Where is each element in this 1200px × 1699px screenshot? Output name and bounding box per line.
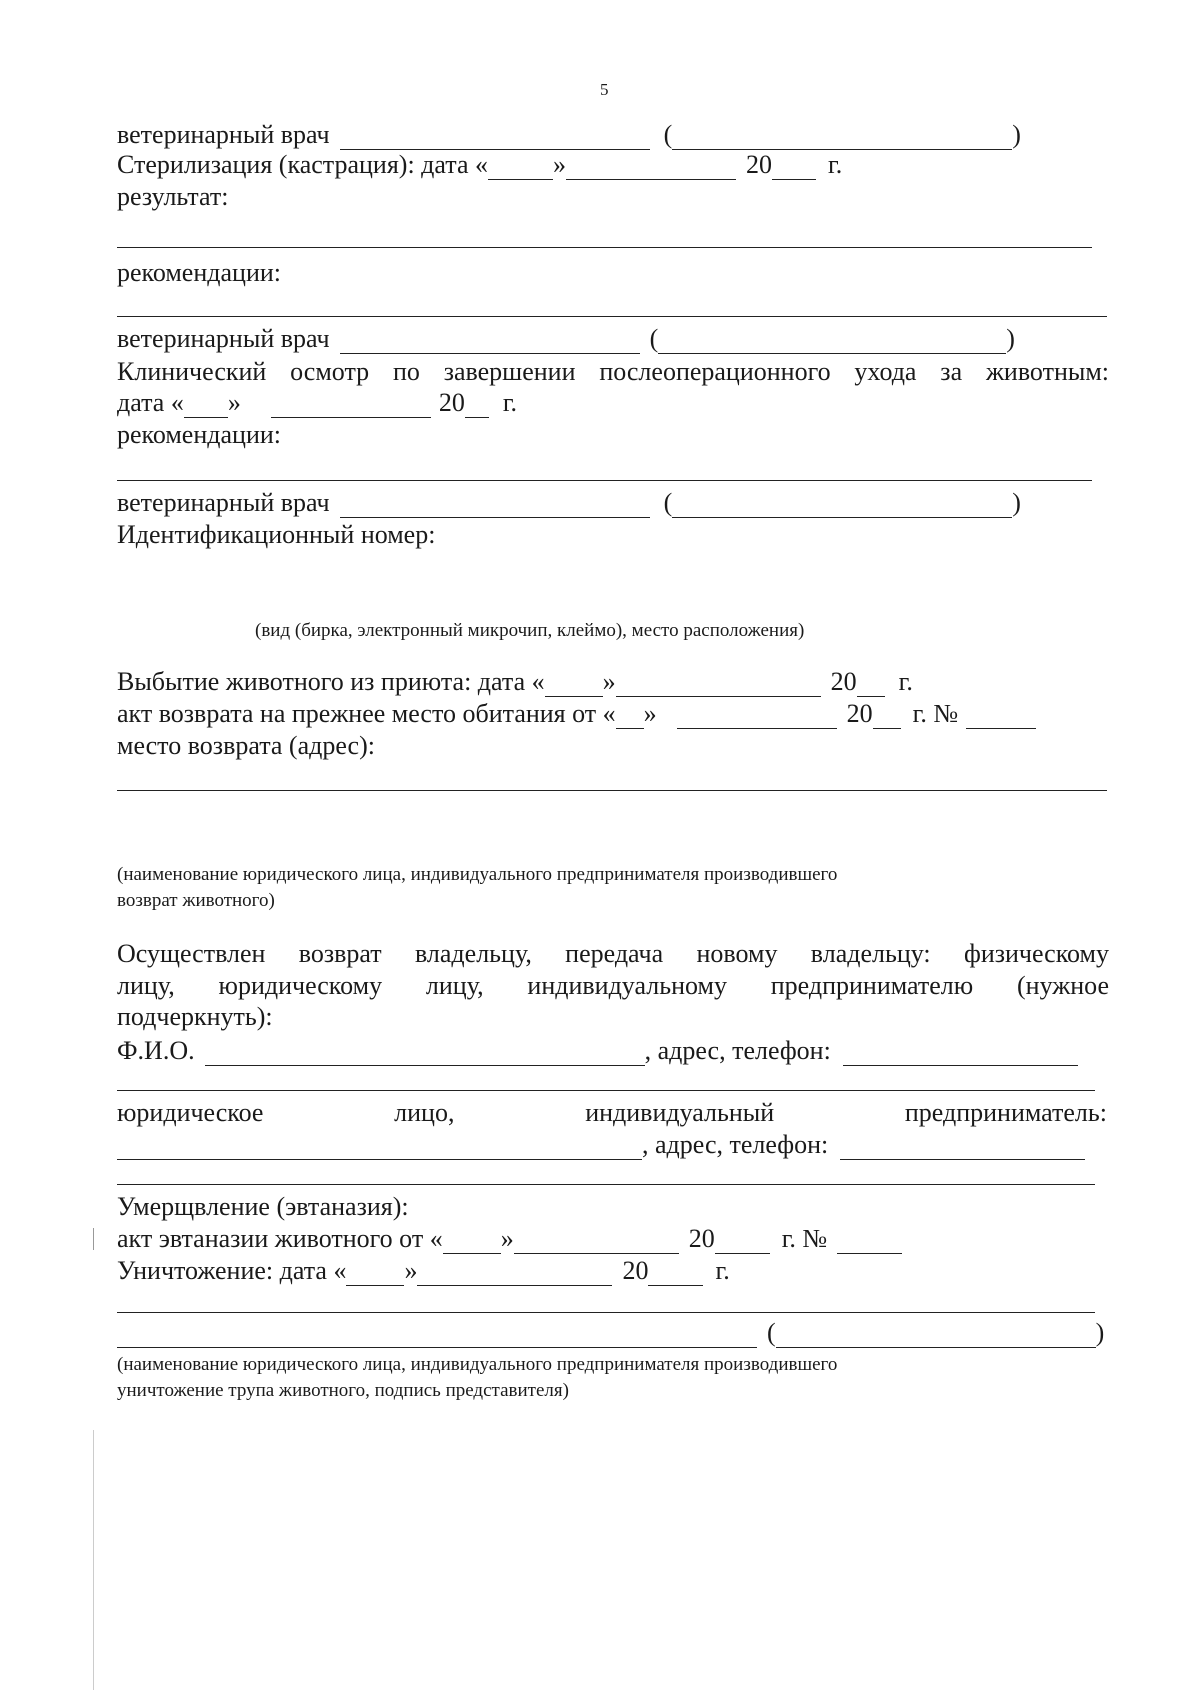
- departure-day-field[interactable]: [545, 672, 603, 697]
- fio-label: Ф.И.О.: [117, 1036, 195, 1065]
- legal-word-2: лицо,: [394, 1098, 455, 1127]
- euthanasia-act-label: акт эвтаназии животного от «: [117, 1224, 443, 1253]
- vet-label: ветеринарный врач: [117, 324, 330, 353]
- scan-artifact-mark: [93, 1228, 94, 1250]
- destruction-signature-line: [117, 1318, 1107, 1348]
- identification-line: [117, 520, 1095, 550]
- vet-signature-field[interactable]: [340, 125, 650, 150]
- fio-field[interactable]: [205, 1041, 645, 1066]
- paren-open: (: [663, 120, 673, 149]
- return-act-line: [117, 699, 1107, 729]
- vet-signature-line-1: [117, 120, 1107, 150]
- sterilization-month-field[interactable]: [566, 155, 736, 180]
- destruction-year-field[interactable]: [648, 1261, 703, 1286]
- year-suffix: г.: [715, 1256, 730, 1285]
- return-act-month-field[interactable]: [677, 704, 837, 729]
- paren-close: ): [1095, 1318, 1105, 1347]
- return-place-label: место возврата (адрес):: [117, 731, 375, 760]
- transfer-text-line-3-text: подчеркнуть):: [117, 1002, 273, 1031]
- paren-close: ): [1006, 324, 1015, 353]
- page-number: 5: [600, 80, 609, 99]
- return-act-year-field[interactable]: [873, 704, 901, 729]
- departure-line: [117, 667, 1107, 697]
- destruction-label: Уничтожение: дата «: [117, 1256, 347, 1285]
- euthanasia-year-field[interactable]: [715, 1229, 770, 1254]
- result-line: [117, 182, 1095, 212]
- destruction-day-field[interactable]: [346, 1261, 404, 1286]
- vet-label: ветеринарный врач: [117, 488, 330, 517]
- vet-signature-line-2: [117, 324, 1107, 354]
- year-suffix: г. №: [781, 1224, 828, 1253]
- legal-continuation-line[interactable]: [117, 1184, 1095, 1185]
- fio-address-label: , адрес, телефон:: [644, 1036, 831, 1065]
- clinical-month-field[interactable]: [271, 393, 431, 418]
- return-act-label: акт возврата на прежнее место обитания от «: [117, 699, 616, 728]
- transfer-text-line-2: лицу, юридическому лицу, индивидуальному предпринимателю (нужное: [117, 971, 1109, 1000]
- recommendations-line-2: [117, 420, 1095, 450]
- recommendations-label: рекомендации:: [117, 258, 281, 287]
- destruction-caption-line-1: (наименование юридического лица, индивидуального предпринимателя производившего: [117, 1354, 838, 1375]
- year-suffix: г.: [898, 667, 913, 696]
- identification-label: Идентификационный номер:: [117, 520, 436, 549]
- return-caption-line-2: возврат животного): [117, 890, 275, 911]
- legal-word-1: юридическое: [117, 1098, 264, 1127]
- paren-open: (: [649, 324, 659, 353]
- sterilization-label: Стерилизация (кастрация): дата «: [117, 150, 488, 179]
- year-suffix: г. №: [912, 699, 959, 728]
- euthanasia-act-line: [117, 1224, 1107, 1254]
- return-act-day-field[interactable]: [616, 704, 644, 729]
- legal-word-4: предприниматель:: [904, 1098, 1107, 1127]
- close-quote: »: [500, 1224, 514, 1253]
- recommendations-continuation-line[interactable]: [117, 480, 1092, 481]
- euthanasia-month-field[interactable]: [514, 1229, 679, 1254]
- return-place-line: [117, 731, 1095, 761]
- recommendations-label: рекомендации:: [117, 420, 281, 449]
- legal-entity-fields-line: [117, 1130, 1107, 1160]
- clinical-day-field[interactable]: [184, 393, 228, 418]
- result-continuation-line[interactable]: [117, 247, 1092, 248]
- legal-entity-name-field[interactable]: [117, 1135, 642, 1160]
- euthanasia-day-field[interactable]: [443, 1229, 501, 1254]
- paren-close: ): [1012, 488, 1021, 517]
- close-quote: »: [404, 1256, 418, 1285]
- year-prefix: 20: [688, 1224, 715, 1253]
- close-quote: »: [227, 388, 241, 417]
- vet-name-field[interactable]: [658, 329, 1006, 354]
- year-prefix: 20: [830, 667, 857, 696]
- clinical-exam-text: Клинический осмотр по завершении послеоперационного ухода за животным:: [117, 357, 1109, 386]
- transfer-text-line-1: Осуществлен возврат владельцу, передача новому владельцу: физическому: [117, 939, 1109, 968]
- departure-year-field[interactable]: [857, 672, 885, 697]
- return-place-continuation-line[interactable]: [117, 790, 1107, 791]
- fio-address-field[interactable]: [843, 1041, 1078, 1066]
- vet-signature-field[interactable]: [340, 329, 640, 354]
- paren-open: (: [767, 1318, 776, 1347]
- legal-word-3: индивидуальный: [585, 1098, 775, 1127]
- year-prefix: 20: [745, 150, 772, 179]
- sterilization-year-field[interactable]: [772, 155, 816, 180]
- destruction-line: [117, 1256, 1107, 1286]
- destruction-caption-line-2: уничтожение трупа животного, подпись представителя): [117, 1380, 569, 1401]
- close-quote: »: [602, 667, 616, 696]
- legal-address-label: , адрес, телефон:: [642, 1130, 829, 1159]
- vet-name-field[interactable]: [672, 125, 1012, 150]
- return-caption-line-1: (наименование юридического лица, индивидуального предпринимателя производившего: [117, 864, 838, 885]
- sterilization-day-field[interactable]: [488, 155, 553, 180]
- paren-open: (: [663, 488, 673, 517]
- departure-month-field[interactable]: [616, 672, 821, 697]
- result-label: результат:: [117, 182, 229, 211]
- year-prefix: 20: [622, 1256, 649, 1285]
- scan-artifact-edge: [93, 1430, 94, 1690]
- fio-continuation-line[interactable]: [117, 1090, 1095, 1091]
- legal-address-field[interactable]: [840, 1135, 1085, 1160]
- destruction-rep-name-field[interactable]: [776, 1323, 1096, 1348]
- departure-label: Выбытие животного из приюта: дата «: [117, 667, 545, 696]
- vet-signature-field[interactable]: [340, 493, 650, 518]
- recommendations-continuation-line[interactable]: [117, 316, 1107, 317]
- close-quote: »: [552, 150, 566, 179]
- clinical-date-label: дата «: [117, 388, 184, 417]
- fio-line: [117, 1036, 1107, 1066]
- vet-name-field[interactable]: [672, 493, 1012, 518]
- year-suffix: г.: [502, 388, 518, 417]
- identification-caption: (вид (бирка, электронный микрочип, клеймо), место расположения): [255, 620, 805, 641]
- recommendations-line-1: [117, 258, 1095, 288]
- destruction-continuation-line[interactable]: [117, 1312, 1095, 1313]
- vet-signature-line-3: [117, 488, 1107, 518]
- paren-close: ): [1012, 120, 1021, 149]
- year-suffix: г.: [827, 150, 843, 179]
- clinical-year-field[interactable]: [465, 393, 489, 418]
- transfer-text-line-3: [117, 1002, 1107, 1032]
- destruction-month-field[interactable]: [417, 1261, 612, 1286]
- euthanasia-title-line: [117, 1192, 1107, 1222]
- euthanasia-title: Умерщвление (эвтаназия):: [117, 1192, 409, 1221]
- clinical-date-line: [117, 388, 1107, 418]
- close-quote: »: [643, 699, 657, 728]
- year-prefix: 20: [846, 699, 873, 728]
- sterilization-line: [117, 150, 1107, 180]
- year-prefix: 20: [438, 388, 465, 417]
- euthanasia-number-field[interactable]: [837, 1229, 902, 1254]
- vet-label: ветеринарный врач: [117, 120, 330, 149]
- legal-entity-line: [117, 1098, 1107, 1128]
- return-act-number-field[interactable]: [966, 704, 1036, 729]
- destruction-org-field[interactable]: [117, 1323, 757, 1348]
